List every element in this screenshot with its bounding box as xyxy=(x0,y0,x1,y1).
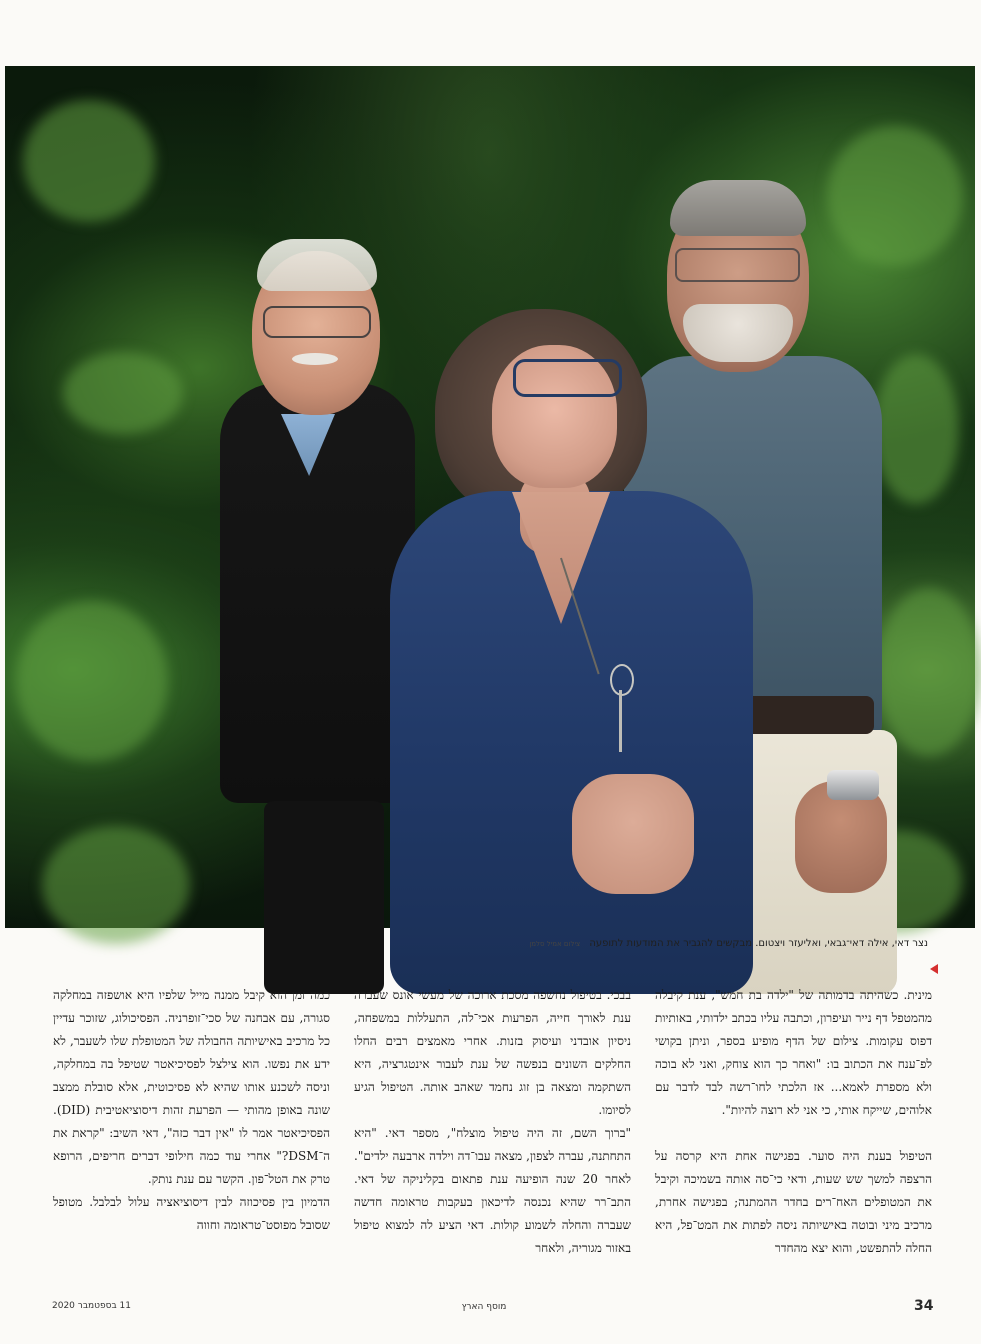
leaf-cluster xyxy=(42,826,190,944)
right-man-glasses xyxy=(675,248,800,282)
right-man-hair xyxy=(670,180,806,236)
article-columns xyxy=(52,984,932,1255)
left-man-hair xyxy=(257,239,377,291)
article-photo xyxy=(5,66,975,928)
article-column-left: כמה זמן הוא קיבל ממנה מייל שלפיו היא אושפזה במחלקה סגורה, עם אבחנה של סכי־זופרניה. הפסיכולוג, שזוכר עדיין כל מרכיב באישיותה החבולה של המטופלת שלו לשעבר, לא ידע את נפשו. הוא צילצל לפסיכיאטר שטיפל בה במחלקה, וניסה לשכנע אותו שהיא לא פסיכוטית, אלא סובלת ממצב שונה באופן מהותי — הפרעת זהות דיסוציאטיבית (DID). הפסיכיאטר אמר לו "אין דבר כזה", דאי השיב: "קראת את ה־DSM?" אחרי עוד כמה חילופי דברים חריפים, הרופא טרק את הטל־פון. הקשר עם ענת נותק. הדמיון בין פסיכוזה לבין דיסוציאציה עלול לבלבל. מטופל שסובל מפוסט־טראומה וחווה xyxy=(53,988,330,1232)
photo-caption xyxy=(278,937,928,951)
leaf-cluster xyxy=(16,601,168,761)
woman-glasses xyxy=(513,359,622,397)
left-man-trousers xyxy=(264,801,384,994)
article-column-middle: בבכי. בטיפול נחשפה מסכת ארוכה של מעשי אונס שעברה ענת לאורך חייה, הפרעות אכי־לה, התעללות במשפחה, ניסיון אובדני ועיסוק בזנות. אחרי מאמצים רבים החלו החלקים השונים בנפשה של ענת לעבור אינטגרציה, היא השתקמה ומצאה בן זוג נחמד שאהב אותה. הטיפול הגיע לסיומו. "ברוך השם, זה היה טיפול מוצלח", מספר דאי. "היא התחתנה, עברה לצפון, מצאה עבו־דה וילדה ארבעה ילדים". לאחר 20 שנה הופיעה ענת פתאום בקליניקה של דאי. התב־רר שהיא נכנסה לדיכאון בעקבות טראומה חדשה שעברה והחלה לשמוע קולות. דאי הציע לה למצוא טיפול באזור מגוריה, ולאחר xyxy=(354,988,632,1255)
caption-text: נצר דאי, אילה דאי־גבאי, ואליעזר ויצטום. מבקשים להגביר את המודעות לתופעה xyxy=(589,938,928,949)
arrow-icon xyxy=(930,964,938,974)
leaf-cluster xyxy=(23,100,155,222)
photo-credit: צילום אמיל סלמן xyxy=(529,940,581,948)
leaf-cluster xyxy=(873,354,959,504)
leaf-cluster xyxy=(827,126,963,266)
pendant-bar xyxy=(619,690,622,752)
watch-icon xyxy=(827,770,879,800)
publication-name: מוסף הארץ xyxy=(461,1302,507,1312)
article-column-right: מינית. כשהיתה בדמותה של "ילדה בת חמש", ענת קיבלה מהמטפל דף נייר ועיפרון, וכתבה עליו בכתב ילדותי, באותיות דפוס עקומות. צילום של הדף מופיע בספר, וניתן בקושי לפ־ענח את הכתוב בו: "ואחר כך הוא צוחק, ואני לא בוכה ולא מספרת לאמא... אז הלכתי לחו־רשה לבד לדבר עם אלוהים, שייקח אותי, כי אני לא רוצה להיות". הטיפול בענת היה סוער. בפגישה אחת היא קרסה על הרצפה למשך שש שעות, ודאי כי־סה אותה בשמיכה וקיבל את המטופלים האח־רים בחדר ההמתנה; בפגישה אחרת, מרכיב מיני ובוטה באישיותה ניסה לפתות את המט־פל, היא החלה להתפשט, והוא יצא מהחדר xyxy=(655,988,932,1255)
left-man-mustache xyxy=(292,353,338,365)
left-man-glasses xyxy=(263,306,371,338)
woman-hands xyxy=(572,774,694,894)
leaf-cluster xyxy=(877,588,981,756)
right-man-beard xyxy=(683,304,793,362)
page-number: 34 xyxy=(914,1298,934,1314)
issue-date: 11 בספטמבר 2020 xyxy=(52,1301,131,1311)
pendant-icon xyxy=(610,664,634,696)
leaf-cluster xyxy=(63,352,183,434)
